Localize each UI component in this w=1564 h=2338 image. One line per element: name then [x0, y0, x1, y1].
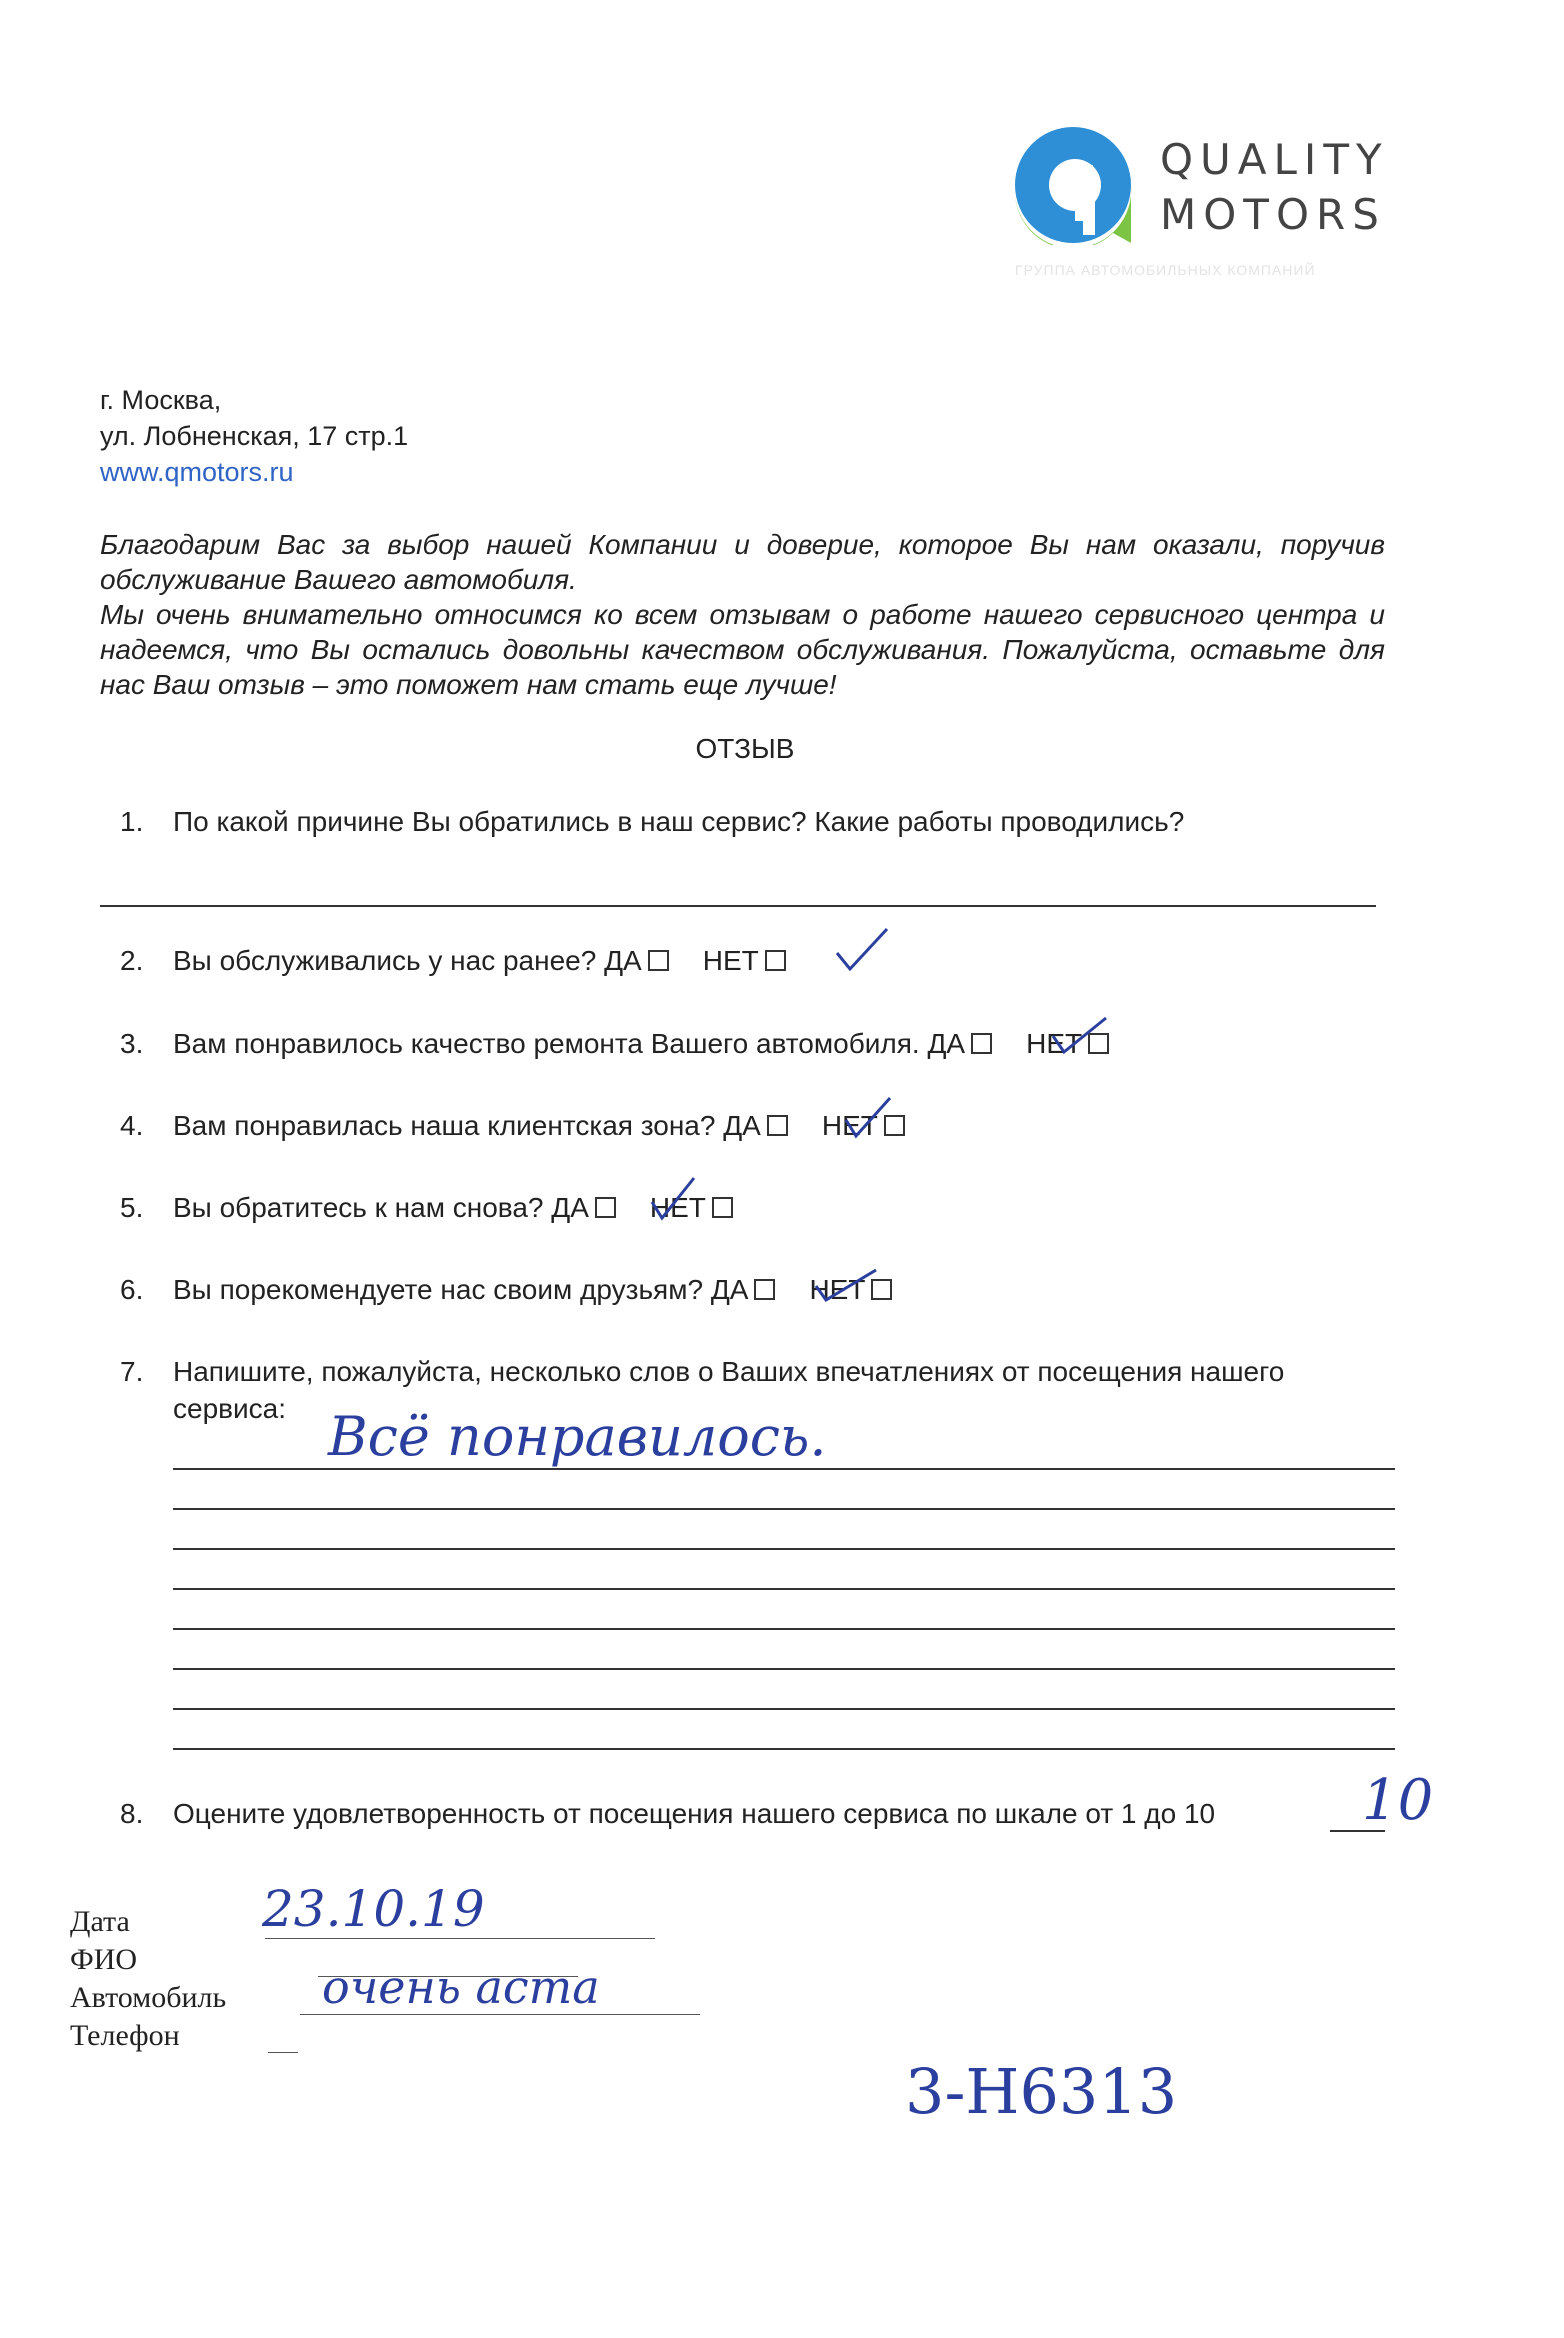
impressions-line-8[interactable] [173, 1748, 1395, 1750]
question-1-answer-line[interactable] [100, 905, 1376, 907]
date-label: Дата [70, 1905, 130, 1938]
website-link[interactable]: www.qmotors.ru [100, 457, 294, 487]
handwritten-date: 23.10.19 [262, 1880, 485, 1938]
impressions-line-7[interactable] [173, 1708, 1395, 1710]
logo-word-motors: MOTORS [1160, 190, 1386, 239]
question-5-text: Вы обратитесь к нам снова? [173, 1192, 544, 1223]
car-label: Автомобиль [70, 1981, 227, 2014]
handwritten-impressions: Всё понравилось. [328, 1405, 827, 1468]
intro-paragraph-1: Благодарим Вас за выбор нашей Компании и доверие, которое Вы нам оказали, поручив обслуживание Вашего автомобиля. [100, 529, 1385, 595]
question-4-yes-label: ДА [723, 1110, 761, 1141]
handwritten-rating: 10 [1362, 1768, 1434, 1833]
question-6-yes-checkmark-icon [810, 1256, 880, 1306]
impressions-line-6[interactable] [173, 1668, 1395, 1670]
question-8-number: 8. [120, 1798, 144, 1829]
question-5-no-checkbox[interactable] [712, 1197, 733, 1218]
phone-label: Телефон [70, 2019, 180, 2052]
question-1-text: По какой причине Вы обратились в наш сервис? Какие работы проводились? [173, 806, 1185, 837]
impressions-line-4[interactable] [173, 1588, 1395, 1590]
question-2-no-label: НЕТ [702, 945, 759, 976]
question-4-yes-checkmark-icon [840, 1092, 895, 1142]
question-4-no-label: НЕТ [821, 1110, 878, 1141]
question-6-number: 6. [120, 1274, 144, 1305]
address-city: г. Москва, [100, 385, 222, 415]
question-2-no-checkbox[interactable] [765, 950, 786, 971]
car-field-line[interactable] [300, 2014, 700, 2015]
logo-word-quality: QUALITY [1160, 135, 1389, 184]
question-4 [173, 1110, 911, 1142]
impressions-line-1[interactable] [173, 1468, 1395, 1470]
question-2 [173, 945, 792, 977]
question-5-yes-checkmark-icon [646, 1174, 701, 1224]
question-4-yes-checkbox[interactable] [767, 1115, 788, 1136]
question-4-number: 4. [120, 1110, 144, 1141]
question-2-yes-checkbox[interactable] [648, 950, 669, 971]
question-3-number: 3. [120, 1028, 144, 1059]
question-2-yes-label: ДА [604, 945, 642, 976]
question-7-text-line-1: Напишите, пожалуйста, несколько слов о Ваших впечатлениях от посещения нашего [173, 1356, 1285, 1387]
address-street: ул. Лобненская, 17 стр.1 [100, 421, 409, 451]
question-6-text: Вы порекомендуете нас своим друзьям? [173, 1274, 704, 1305]
date-field-line[interactable] [265, 1938, 655, 1939]
name-label: ФИО [70, 1943, 138, 1976]
question-2-no-checkmark-icon [832, 925, 892, 975]
question-3-yes-checkmark-icon [1048, 1008, 1108, 1058]
impressions-line-5[interactable] [173, 1628, 1395, 1630]
question-6-yes-checkbox[interactable] [754, 1279, 775, 1300]
question-5-number: 5. [120, 1192, 144, 1223]
question-5-yes-label: ДА [551, 1192, 589, 1223]
quality-motors-logo-icon [1013, 125, 1133, 245]
question-7-text-line-2: сервиса: [173, 1393, 287, 1424]
question-3-text: Вам понравилось качество ремонта Вашего автомобиля. [173, 1028, 920, 1059]
logo-tagline: ГРУППА АВТОМОБИЛЬНЫХ КОМПАНИЙ [1015, 262, 1316, 278]
question-4-text: Вам понравилась наша клиентская зона? [173, 1110, 716, 1141]
question-3-no-label: НЕТ [1026, 1028, 1083, 1059]
phone-field-line[interactable] [268, 2052, 298, 2053]
impressions-line-3[interactable] [173, 1548, 1395, 1550]
handwritten-code: 3-Н6313 [905, 2055, 1178, 2128]
intro-paragraph-2: Мы очень внимательно относимся ко всем отзывам о работе нашего сервисного центра и надеемся, что Вы остались довольны качеством обслуживания. Пожалуйста, оставьте для нас Ваш отзыв – это поможет нам стать еще лучше! [100, 599, 1385, 700]
question-2-number: 2. [120, 945, 144, 976]
question-8-text: Оцените удовлетворенность от посещения нашего сервиса по шкале от 1 до 10 [173, 1798, 1216, 1829]
question-3 [173, 1028, 1115, 1060]
question-6-yes-label: ДА [710, 1274, 749, 1305]
question-6 [173, 1274, 898, 1306]
question-6-no-label: НЕТ [809, 1274, 866, 1305]
question-3-yes-label: ДА [927, 1028, 966, 1059]
handwritten-car: очень аста [322, 1960, 600, 2014]
question-5-yes-checkbox[interactable] [595, 1197, 616, 1218]
question-3-yes-checkbox[interactable] [971, 1033, 992, 1054]
question-7-number: 7. [120, 1356, 144, 1387]
question-5-no-label: НЕТ [649, 1192, 706, 1223]
question-1-number: 1. [120, 806, 144, 837]
document-title: ОТЗЫВ [695, 733, 795, 764]
question-2-text: Вы обслуживались у нас ранее? [173, 945, 597, 976]
impressions-line-2[interactable] [173, 1508, 1395, 1510]
